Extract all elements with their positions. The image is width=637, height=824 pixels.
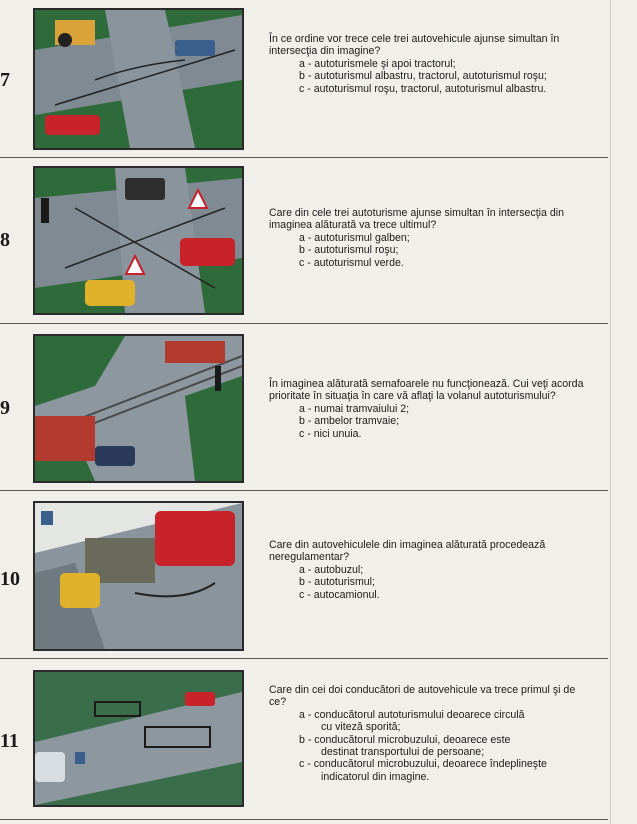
question-number: 8 [0,229,10,251]
answer-option[interactable]: a - numai tramvaiului 2; [299,402,410,415]
question-number: 9 [0,397,10,419]
question-text: Care din autovehiculele din imaginea alăturată procedează neregulamentar? [269,539,546,564]
question-10-text-block [269,539,587,601]
question-text: Care din cei doi conducători de autovehicule va trece primul şi de ce? [269,684,576,709]
separator [0,323,608,324]
page-edge [610,0,611,824]
answer-option[interactable]: a - autobuzul; [299,563,364,576]
question-11-illustration [33,670,244,807]
separator [0,157,608,158]
answer-option[interactable]: a - conducătorul autoturismului deoarece circulă [299,708,525,721]
question-10-illustration [33,501,244,651]
separator [0,658,608,659]
answer-option[interactable]: c - conducătorul microbuzului, deoarece îndeplineşte [299,758,547,771]
question-9-text-block [269,378,587,440]
answer-option[interactable]: c - nici unuia. [299,427,362,440]
question-text: Care din cele trei autoturisme ajunse simultan în intersecţia din imaginea alăturată va trece ultimul? [269,207,565,232]
question-number: 10 [0,568,20,590]
answer-option[interactable]: b - autoturismul roşu; [299,244,399,257]
question-text: În imaginea alăturată semafoarele nu funcţionează. Cui veţi acorda prioritate în situaţia în care vă aflaţi la volanul autoturismului? [269,378,584,403]
question-7-illustration [33,8,244,150]
separator [0,819,608,820]
separator [0,490,608,491]
question-text: În ce ordine vor trece cele trei autovehicule ajunse simultan în intersecţia din imagine? [269,33,560,58]
answer-option-continuation: indicatorul din imagine. [321,770,430,783]
answer-option[interactable]: b - autoturismul; [299,576,375,589]
question-8-text-block [269,207,587,269]
answer-option[interactable]: c - autocamionul. [299,588,380,601]
answer-option[interactable]: c - autoturismul roşu, tractorul, autoturismul albastru. [299,82,547,95]
answer-option[interactable]: b - conducătorul microbuzului, deoarece este [299,733,511,746]
answer-option[interactable]: a - autoturismul galben; [299,231,410,244]
answer-option[interactable]: b - ambelor tramvaie; [299,415,400,428]
answer-option[interactable]: b - autoturismul albastru, tractorul, autoturismul roşu; [299,70,547,83]
question-9-illustration [33,334,244,483]
answer-option-continuation: cu viteză sporită; [321,721,401,734]
answer-option[interactable]: c - autoturismul verde. [299,256,404,269]
question-11-text-block [269,684,587,783]
question-number: 7 [0,69,10,91]
answer-option[interactable]: a - autoturismele şi apoi tractorul; [299,57,456,70]
answer-option-continuation: destinat transportului de persoane; [321,746,485,759]
question-7-text-block [269,33,587,95]
question-8-illustration [33,166,244,315]
question-number: 11 [0,730,19,752]
